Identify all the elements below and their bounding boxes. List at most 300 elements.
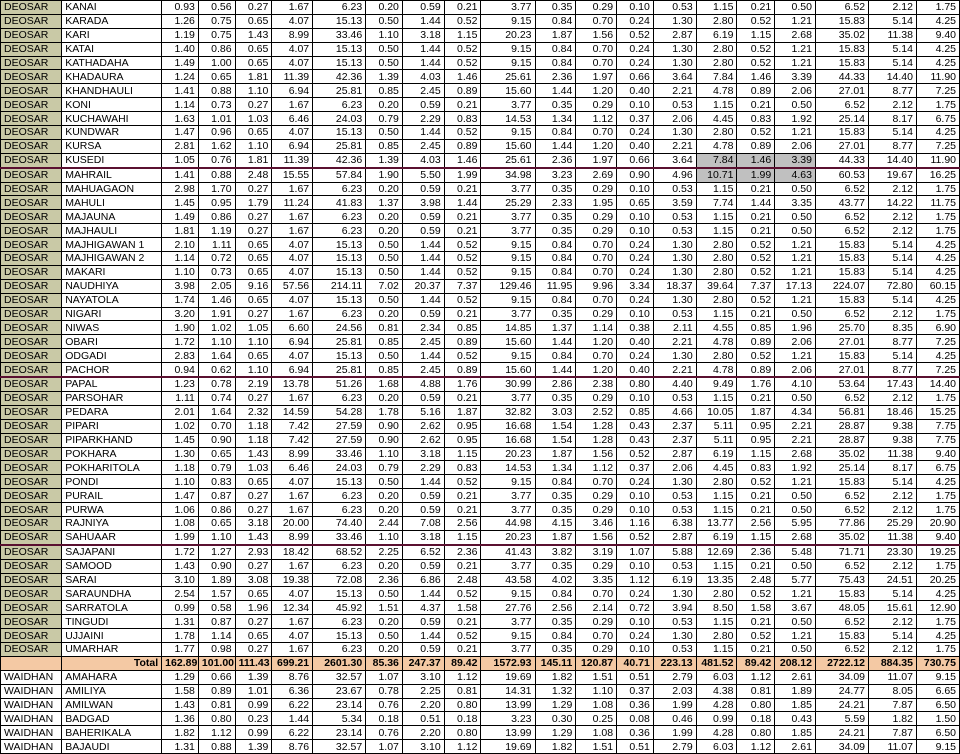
district-cell[interactable]: DEOSAR bbox=[1, 391, 62, 405]
value-cell[interactable]: 24.56 bbox=[313, 321, 366, 335]
value-cell[interactable]: 0.65 bbox=[198, 447, 235, 461]
value-cell[interactable]: 1.28 bbox=[576, 419, 617, 433]
district-cell[interactable]: DEOSAR bbox=[1, 377, 62, 391]
value-cell[interactable]: 0.40 bbox=[617, 363, 654, 377]
value-cell[interactable]: 1.12 bbox=[444, 670, 481, 684]
value-cell[interactable]: 1.10 bbox=[198, 335, 235, 349]
value-cell[interactable]: 1.67 bbox=[272, 615, 313, 629]
value-cell[interactable]: 1.75 bbox=[916, 210, 959, 224]
value-cell[interactable]: 0.85 bbox=[617, 405, 654, 419]
value-cell[interactable]: 0.66 bbox=[617, 153, 654, 167]
value-cell[interactable]: 4.25 bbox=[916, 252, 959, 266]
value-cell[interactable]: 0.52 bbox=[737, 56, 775, 70]
value-cell[interactable]: 1.10 bbox=[366, 530, 403, 544]
value-cell[interactable]: 0.24 bbox=[617, 252, 654, 266]
value-cell[interactable]: 8.77 bbox=[869, 139, 917, 153]
value-cell[interactable]: 2.45 bbox=[402, 363, 444, 377]
value-cell[interactable]: 4.07 bbox=[272, 126, 313, 140]
value-cell[interactable]: 2.80 bbox=[696, 42, 737, 56]
value-cell[interactable]: 0.51 bbox=[402, 712, 444, 726]
value-cell[interactable]: 3.46 bbox=[576, 516, 617, 530]
value-cell[interactable]: 28.87 bbox=[815, 419, 868, 433]
value-cell[interactable]: 2.36 bbox=[366, 573, 403, 587]
value-cell[interactable]: 4.25 bbox=[916, 349, 959, 363]
value-cell[interactable]: 8.77 bbox=[869, 363, 917, 377]
value-cell[interactable]: 6.23 bbox=[313, 1, 366, 15]
value-cell[interactable]: 0.21 bbox=[737, 615, 775, 629]
value-cell[interactable]: 0.21 bbox=[444, 391, 481, 405]
value-cell[interactable]: 0.35 bbox=[535, 1, 576, 15]
total-value-cell[interactable]: 699.21 bbox=[272, 656, 313, 670]
value-cell[interactable]: 0.50 bbox=[775, 210, 816, 224]
value-cell[interactable]: 1.31 bbox=[162, 615, 199, 629]
value-cell[interactable]: 7.25 bbox=[916, 335, 959, 349]
value-cell[interactable]: 0.37 bbox=[617, 112, 654, 126]
value-cell[interactable]: 3.77 bbox=[481, 98, 535, 112]
value-cell[interactable]: 1.12 bbox=[576, 112, 617, 126]
value-cell[interactable]: 0.89 bbox=[737, 139, 775, 153]
value-cell[interactable]: 0.65 bbox=[235, 349, 272, 363]
value-cell[interactable]: 43.58 bbox=[481, 573, 535, 587]
value-cell[interactable]: 0.84 bbox=[535, 252, 576, 266]
value-cell[interactable]: 7.42 bbox=[272, 419, 313, 433]
value-cell[interactable]: 4.45 bbox=[696, 112, 737, 126]
value-cell[interactable]: 0.52 bbox=[737, 265, 775, 279]
value-cell[interactable]: 1.18 bbox=[162, 461, 199, 475]
value-cell[interactable]: 0.36 bbox=[617, 698, 654, 712]
value-cell[interactable]: 0.52 bbox=[737, 42, 775, 56]
value-cell[interactable]: 11.39 bbox=[272, 70, 313, 84]
value-cell[interactable]: 0.35 bbox=[535, 503, 576, 517]
value-cell[interactable]: 2.06 bbox=[653, 112, 696, 126]
value-cell[interactable]: 1.19 bbox=[198, 224, 235, 238]
value-cell[interactable]: 1.10 bbox=[366, 28, 403, 42]
district-cell[interactable]: WAIDHAN bbox=[1, 670, 62, 684]
value-cell[interactable]: 16.68 bbox=[481, 419, 535, 433]
value-cell[interactable]: 6.03 bbox=[696, 670, 737, 684]
value-cell[interactable]: 0.50 bbox=[775, 307, 816, 321]
value-cell[interactable]: 1.30 bbox=[162, 447, 199, 461]
value-cell[interactable]: 1.21 bbox=[775, 629, 816, 643]
value-cell[interactable]: 2.25 bbox=[366, 545, 403, 559]
value-cell[interactable]: 0.85 bbox=[366, 84, 403, 98]
value-cell[interactable]: 0.53 bbox=[653, 391, 696, 405]
village-cell[interactable]: PAPAL bbox=[62, 377, 162, 391]
value-cell[interactable]: 0.20 bbox=[366, 642, 403, 656]
value-cell[interactable]: 11.24 bbox=[272, 196, 313, 210]
village-cell[interactable]: TINGUDI bbox=[62, 615, 162, 629]
value-cell[interactable]: 1.87 bbox=[535, 530, 576, 544]
value-cell[interactable]: 6.94 bbox=[272, 139, 313, 153]
value-cell[interactable]: 1.15 bbox=[696, 210, 737, 224]
value-cell[interactable]: 0.20 bbox=[366, 307, 403, 321]
district-cell[interactable]: DEOSAR bbox=[1, 279, 62, 293]
value-cell[interactable]: 15.60 bbox=[481, 139, 535, 153]
value-cell[interactable]: 48.05 bbox=[815, 601, 868, 615]
value-cell[interactable]: 1.58 bbox=[444, 601, 481, 615]
value-cell[interactable]: 0.35 bbox=[535, 182, 576, 196]
value-cell[interactable]: 5.14 bbox=[869, 629, 917, 643]
value-cell[interactable]: 1.21 bbox=[775, 42, 816, 56]
village-cell[interactable]: KATAI bbox=[62, 42, 162, 56]
value-cell[interactable]: 1.92 bbox=[775, 461, 816, 475]
value-cell[interactable]: 1.44 bbox=[535, 139, 576, 153]
value-cell[interactable]: 2.25 bbox=[402, 684, 444, 698]
village-cell[interactable]: BAHERIKALA bbox=[62, 726, 162, 740]
value-cell[interactable]: 2.29 bbox=[402, 461, 444, 475]
value-cell[interactable]: 1.08 bbox=[576, 726, 617, 740]
value-cell[interactable]: 1.30 bbox=[653, 252, 696, 266]
district-cell[interactable]: DEOSAR bbox=[1, 321, 62, 335]
value-cell[interactable]: 0.10 bbox=[617, 307, 654, 321]
value-cell[interactable]: 1.44 bbox=[402, 293, 444, 307]
value-cell[interactable]: 1.75 bbox=[916, 391, 959, 405]
value-cell[interactable]: 2.45 bbox=[402, 335, 444, 349]
district-cell[interactable]: DEOSAR bbox=[1, 112, 62, 126]
value-cell[interactable]: 9.38 bbox=[869, 419, 917, 433]
value-cell[interactable]: 2.68 bbox=[775, 28, 816, 42]
value-cell[interactable]: 72.80 bbox=[869, 279, 917, 293]
value-cell[interactable]: 4.07 bbox=[272, 56, 313, 70]
value-cell[interactable]: 4.78 bbox=[696, 139, 737, 153]
value-cell[interactable]: 11.38 bbox=[869, 28, 917, 42]
value-cell[interactable]: 1.79 bbox=[235, 196, 272, 210]
value-cell[interactable]: 2.87 bbox=[653, 530, 696, 544]
value-cell[interactable]: 0.10 bbox=[617, 559, 654, 573]
value-cell[interactable]: 2.21 bbox=[775, 419, 816, 433]
value-cell[interactable]: 1.82 bbox=[869, 712, 917, 726]
value-cell[interactable]: 2.12 bbox=[869, 503, 917, 517]
value-cell[interactable]: 1.44 bbox=[402, 265, 444, 279]
village-cell[interactable]: RAJNIYA bbox=[62, 516, 162, 530]
village-cell[interactable]: NAYATOLA bbox=[62, 293, 162, 307]
district-cell[interactable]: DEOSAR bbox=[1, 238, 62, 252]
value-cell[interactable]: 1.14 bbox=[162, 252, 199, 266]
value-cell[interactable]: 1.67 bbox=[272, 182, 313, 196]
value-cell[interactable]: 11.07 bbox=[869, 670, 917, 684]
value-cell[interactable]: 3.39 bbox=[775, 70, 816, 84]
value-cell[interactable]: 3.10 bbox=[162, 573, 199, 587]
value-cell[interactable]: 3.59 bbox=[653, 196, 696, 210]
value-cell[interactable]: 75.43 bbox=[815, 573, 868, 587]
value-cell[interactable]: 7.37 bbox=[444, 279, 481, 293]
value-cell[interactable]: 0.53 bbox=[653, 615, 696, 629]
value-cell[interactable]: 9.38 bbox=[869, 433, 917, 447]
value-cell[interactable]: 2.80 bbox=[696, 14, 737, 28]
value-cell[interactable]: 0.65 bbox=[235, 14, 272, 28]
value-cell[interactable]: 1.20 bbox=[576, 139, 617, 153]
value-cell[interactable]: 2.80 bbox=[696, 293, 737, 307]
value-cell[interactable]: 6.23 bbox=[313, 642, 366, 656]
value-cell[interactable]: 43.77 bbox=[815, 196, 868, 210]
value-cell[interactable]: 0.52 bbox=[444, 293, 481, 307]
value-cell[interactable]: 25.29 bbox=[869, 516, 917, 530]
value-cell[interactable]: 0.20 bbox=[366, 559, 403, 573]
value-cell[interactable]: 0.85 bbox=[737, 321, 775, 335]
value-cell[interactable]: 1.58 bbox=[737, 601, 775, 615]
value-cell[interactable]: 4.66 bbox=[653, 405, 696, 419]
value-cell[interactable]: 34.09 bbox=[815, 670, 868, 684]
value-cell[interactable]: 15.60 bbox=[481, 363, 535, 377]
value-cell[interactable]: 0.29 bbox=[576, 615, 617, 629]
value-cell[interactable]: 0.83 bbox=[198, 475, 235, 489]
value-cell[interactable]: 0.81 bbox=[198, 698, 235, 712]
value-cell[interactable]: 0.88 bbox=[198, 168, 235, 182]
value-cell[interactable]: 4.25 bbox=[916, 587, 959, 601]
value-cell[interactable]: 0.53 bbox=[653, 98, 696, 112]
value-cell[interactable]: 6.75 bbox=[916, 461, 959, 475]
district-cell[interactable]: WAIDHAN bbox=[1, 740, 62, 754]
value-cell[interactable]: 2.38 bbox=[576, 377, 617, 391]
value-cell[interactable]: 1.99 bbox=[444, 168, 481, 182]
value-cell[interactable]: 1.21 bbox=[775, 475, 816, 489]
value-cell[interactable]: 27.59 bbox=[313, 419, 366, 433]
value-cell[interactable]: 1.10 bbox=[235, 84, 272, 98]
value-cell[interactable]: 1.68 bbox=[366, 377, 403, 391]
value-cell[interactable]: 1.49 bbox=[162, 210, 199, 224]
value-cell[interactable]: 1.05 bbox=[162, 153, 199, 167]
value-cell[interactable]: 15.83 bbox=[815, 629, 868, 643]
total-value-cell[interactable]: 2722.12 bbox=[815, 656, 868, 670]
village-cell[interactable]: KURSA bbox=[62, 139, 162, 153]
value-cell[interactable]: 0.62 bbox=[198, 363, 235, 377]
value-cell[interactable]: 1.51 bbox=[576, 740, 617, 754]
value-cell[interactable]: 2.12 bbox=[869, 307, 917, 321]
value-cell[interactable]: 34.98 bbox=[481, 168, 535, 182]
value-cell[interactable]: 32.82 bbox=[481, 405, 535, 419]
value-cell[interactable]: 0.21 bbox=[444, 489, 481, 503]
value-cell[interactable]: 7.42 bbox=[272, 433, 313, 447]
value-cell[interactable]: 2.14 bbox=[576, 601, 617, 615]
value-cell[interactable]: 2.12 bbox=[869, 391, 917, 405]
value-cell[interactable]: 7.87 bbox=[869, 698, 917, 712]
value-cell[interactable]: 23.14 bbox=[313, 698, 366, 712]
value-cell[interactable]: 0.40 bbox=[617, 84, 654, 98]
value-cell[interactable]: 24.03 bbox=[313, 112, 366, 126]
value-cell[interactable]: 1.29 bbox=[162, 670, 199, 684]
value-cell[interactable]: 3.10 bbox=[402, 740, 444, 754]
value-cell[interactable]: 25.70 bbox=[815, 321, 868, 335]
value-cell[interactable]: 0.50 bbox=[366, 475, 403, 489]
value-cell[interactable]: 1.10 bbox=[366, 447, 403, 461]
value-cell[interactable]: 15.13 bbox=[313, 349, 366, 363]
value-cell[interactable]: 0.53 bbox=[653, 1, 696, 15]
value-cell[interactable]: 1.76 bbox=[737, 377, 775, 391]
value-cell[interactable]: 8.76 bbox=[272, 740, 313, 754]
value-cell[interactable]: 1.15 bbox=[696, 615, 737, 629]
value-cell[interactable]: 1.44 bbox=[402, 252, 444, 266]
value-cell[interactable]: 7.87 bbox=[869, 726, 917, 740]
value-cell[interactable]: 9.96 bbox=[576, 279, 617, 293]
value-cell[interactable]: 0.24 bbox=[617, 14, 654, 28]
value-cell[interactable]: 3.77 bbox=[481, 503, 535, 517]
value-cell[interactable]: 7.75 bbox=[916, 433, 959, 447]
value-cell[interactable]: 0.29 bbox=[576, 182, 617, 196]
value-cell[interactable]: 1.43 bbox=[235, 447, 272, 461]
value-cell[interactable]: 74.40 bbox=[313, 516, 366, 530]
value-cell[interactable]: 0.84 bbox=[535, 293, 576, 307]
value-cell[interactable]: 0.65 bbox=[235, 475, 272, 489]
value-cell[interactable]: 1.96 bbox=[235, 601, 272, 615]
value-cell[interactable]: 5.14 bbox=[869, 293, 917, 307]
value-cell[interactable]: 0.65 bbox=[235, 629, 272, 643]
value-cell[interactable]: 0.50 bbox=[775, 224, 816, 238]
value-cell[interactable]: 2.80 bbox=[696, 629, 737, 643]
value-cell[interactable]: 0.85 bbox=[366, 139, 403, 153]
district-cell[interactable]: DEOSAR bbox=[1, 84, 62, 98]
value-cell[interactable]: 0.81 bbox=[366, 321, 403, 335]
value-cell[interactable]: 0.52 bbox=[737, 475, 775, 489]
value-cell[interactable]: 14.31 bbox=[481, 684, 535, 698]
value-cell[interactable]: 15.13 bbox=[313, 42, 366, 56]
value-cell[interactable]: 0.35 bbox=[535, 391, 576, 405]
value-cell[interactable]: 4.07 bbox=[272, 293, 313, 307]
value-cell[interactable]: 1.85 bbox=[775, 698, 816, 712]
value-cell[interactable]: 6.75 bbox=[916, 112, 959, 126]
value-cell[interactable]: 2.21 bbox=[653, 84, 696, 98]
value-cell[interactable]: 0.35 bbox=[535, 224, 576, 238]
value-cell[interactable]: 1.15 bbox=[737, 530, 775, 544]
total-value-cell[interactable]: 89.42 bbox=[737, 656, 775, 670]
value-cell[interactable]: 5.88 bbox=[653, 545, 696, 559]
value-cell[interactable]: 24.51 bbox=[869, 573, 917, 587]
value-cell[interactable]: 15.25 bbox=[916, 405, 959, 419]
value-cell[interactable]: 1.12 bbox=[576, 461, 617, 475]
value-cell[interactable]: 1.03 bbox=[235, 461, 272, 475]
value-cell[interactable]: 14.40 bbox=[869, 153, 917, 167]
value-cell[interactable]: 0.21 bbox=[737, 182, 775, 196]
village-cell[interactable]: NIGARI bbox=[62, 307, 162, 321]
value-cell[interactable]: 0.52 bbox=[444, 475, 481, 489]
value-cell[interactable]: 9.15 bbox=[481, 252, 535, 266]
value-cell[interactable]: 2.06 bbox=[775, 363, 816, 377]
value-cell[interactable]: 3.77 bbox=[481, 307, 535, 321]
value-cell[interactable]: 33.46 bbox=[313, 530, 366, 544]
value-cell[interactable]: 1.46 bbox=[737, 70, 775, 84]
value-cell[interactable]: 51.26 bbox=[313, 377, 366, 391]
value-cell[interactable]: 0.37 bbox=[617, 461, 654, 475]
value-cell[interactable]: 0.50 bbox=[366, 14, 403, 28]
value-cell[interactable]: 0.35 bbox=[535, 489, 576, 503]
village-cell[interactable]: MAHULI bbox=[62, 196, 162, 210]
value-cell[interactable]: 4.25 bbox=[916, 42, 959, 56]
value-cell[interactable]: 0.40 bbox=[617, 139, 654, 153]
value-cell[interactable]: 20.25 bbox=[916, 573, 959, 587]
value-cell[interactable]: 0.65 bbox=[235, 42, 272, 56]
value-cell[interactable]: 4.40 bbox=[653, 377, 696, 391]
value-cell[interactable]: 23.30 bbox=[869, 545, 917, 559]
village-cell[interactable]: NIWAS bbox=[62, 321, 162, 335]
value-cell[interactable]: 0.10 bbox=[617, 98, 654, 112]
value-cell[interactable]: 1.75 bbox=[916, 182, 959, 196]
value-cell[interactable]: 7.37 bbox=[737, 279, 775, 293]
value-cell[interactable]: 0.84 bbox=[535, 475, 576, 489]
value-cell[interactable]: 0.53 bbox=[653, 503, 696, 517]
value-cell[interactable]: 11.90 bbox=[916, 70, 959, 84]
district-cell[interactable]: DEOSAR bbox=[1, 363, 62, 377]
value-cell[interactable]: 4.25 bbox=[916, 56, 959, 70]
value-cell[interactable]: 0.24 bbox=[617, 126, 654, 140]
value-cell[interactable]: 3.77 bbox=[481, 1, 535, 15]
value-cell[interactable]: 41.43 bbox=[481, 545, 535, 559]
value-cell[interactable]: 2.61 bbox=[775, 740, 816, 754]
village-cell[interactable]: PACHOR bbox=[62, 363, 162, 377]
value-cell[interactable]: 1.10 bbox=[576, 684, 617, 698]
value-cell[interactable]: 0.96 bbox=[198, 126, 235, 140]
village-cell[interactable]: KONI bbox=[62, 98, 162, 112]
value-cell[interactable]: 0.21 bbox=[444, 210, 481, 224]
value-cell[interactable]: 8.17 bbox=[869, 112, 917, 126]
value-cell[interactable]: 1.44 bbox=[402, 14, 444, 28]
value-cell[interactable]: 0.50 bbox=[775, 489, 816, 503]
value-cell[interactable]: 2.86 bbox=[535, 377, 576, 391]
value-cell[interactable]: 1.43 bbox=[235, 530, 272, 544]
value-cell[interactable]: 1.34 bbox=[535, 112, 576, 126]
value-cell[interactable]: 2.93 bbox=[235, 545, 272, 559]
value-cell[interactable]: 0.85 bbox=[366, 363, 403, 377]
value-cell[interactable]: 9.49 bbox=[696, 377, 737, 391]
value-cell[interactable]: 25.81 bbox=[313, 335, 366, 349]
value-cell[interactable]: 0.10 bbox=[617, 642, 654, 656]
value-cell[interactable]: 0.20 bbox=[366, 1, 403, 15]
value-cell[interactable]: 11.39 bbox=[272, 153, 313, 167]
value-cell[interactable]: 0.86 bbox=[198, 210, 235, 224]
value-cell[interactable]: 1.70 bbox=[198, 182, 235, 196]
value-cell[interactable]: 1.43 bbox=[162, 559, 199, 573]
value-cell[interactable]: 1.49 bbox=[162, 56, 199, 70]
value-cell[interactable]: 0.65 bbox=[198, 70, 235, 84]
value-cell[interactable]: 14.59 bbox=[272, 405, 313, 419]
value-cell[interactable]: 6.46 bbox=[272, 461, 313, 475]
value-cell[interactable]: 4.10 bbox=[775, 377, 816, 391]
value-cell[interactable]: 9.15 bbox=[481, 349, 535, 363]
value-cell[interactable]: 0.21 bbox=[737, 559, 775, 573]
value-cell[interactable]: 1.81 bbox=[235, 70, 272, 84]
value-cell[interactable]: 4.63 bbox=[775, 168, 816, 182]
value-cell[interactable]: 0.29 bbox=[576, 391, 617, 405]
value-cell[interactable]: 1.02 bbox=[198, 321, 235, 335]
value-cell[interactable]: 34.09 bbox=[815, 740, 868, 754]
value-cell[interactable]: 0.50 bbox=[366, 629, 403, 643]
value-cell[interactable]: 0.52 bbox=[737, 629, 775, 643]
value-cell[interactable]: 1.06 bbox=[162, 503, 199, 517]
value-cell[interactable]: 15.83 bbox=[815, 587, 868, 601]
village-cell[interactable]: BADGAD bbox=[62, 712, 162, 726]
value-cell[interactable]: 32.57 bbox=[313, 670, 366, 684]
value-cell[interactable]: 1.56 bbox=[576, 447, 617, 461]
value-cell[interactable]: 0.93 bbox=[162, 1, 199, 15]
value-cell[interactable]: 3.18 bbox=[402, 447, 444, 461]
value-cell[interactable]: 0.53 bbox=[653, 642, 696, 656]
value-cell[interactable]: 0.52 bbox=[444, 349, 481, 363]
value-cell[interactable]: 0.89 bbox=[444, 139, 481, 153]
value-cell[interactable]: 1.10 bbox=[235, 363, 272, 377]
district-cell[interactable]: DEOSAR bbox=[1, 573, 62, 587]
value-cell[interactable]: 5.14 bbox=[869, 42, 917, 56]
value-cell[interactable]: 0.80 bbox=[444, 698, 481, 712]
value-cell[interactable]: 1.99 bbox=[162, 530, 199, 544]
value-cell[interactable]: 2.80 bbox=[696, 126, 737, 140]
value-cell[interactable]: 4.25 bbox=[916, 265, 959, 279]
value-cell[interactable]: 0.83 bbox=[737, 461, 775, 475]
value-cell[interactable]: 2.37 bbox=[653, 433, 696, 447]
value-cell[interactable]: 8.99 bbox=[272, 447, 313, 461]
value-cell[interactable]: 11.75 bbox=[916, 196, 959, 210]
village-cell[interactable]: UJJAINI bbox=[62, 629, 162, 643]
value-cell[interactable]: 1.34 bbox=[535, 461, 576, 475]
value-cell[interactable]: 0.65 bbox=[235, 238, 272, 252]
value-cell[interactable]: 0.25 bbox=[576, 712, 617, 726]
